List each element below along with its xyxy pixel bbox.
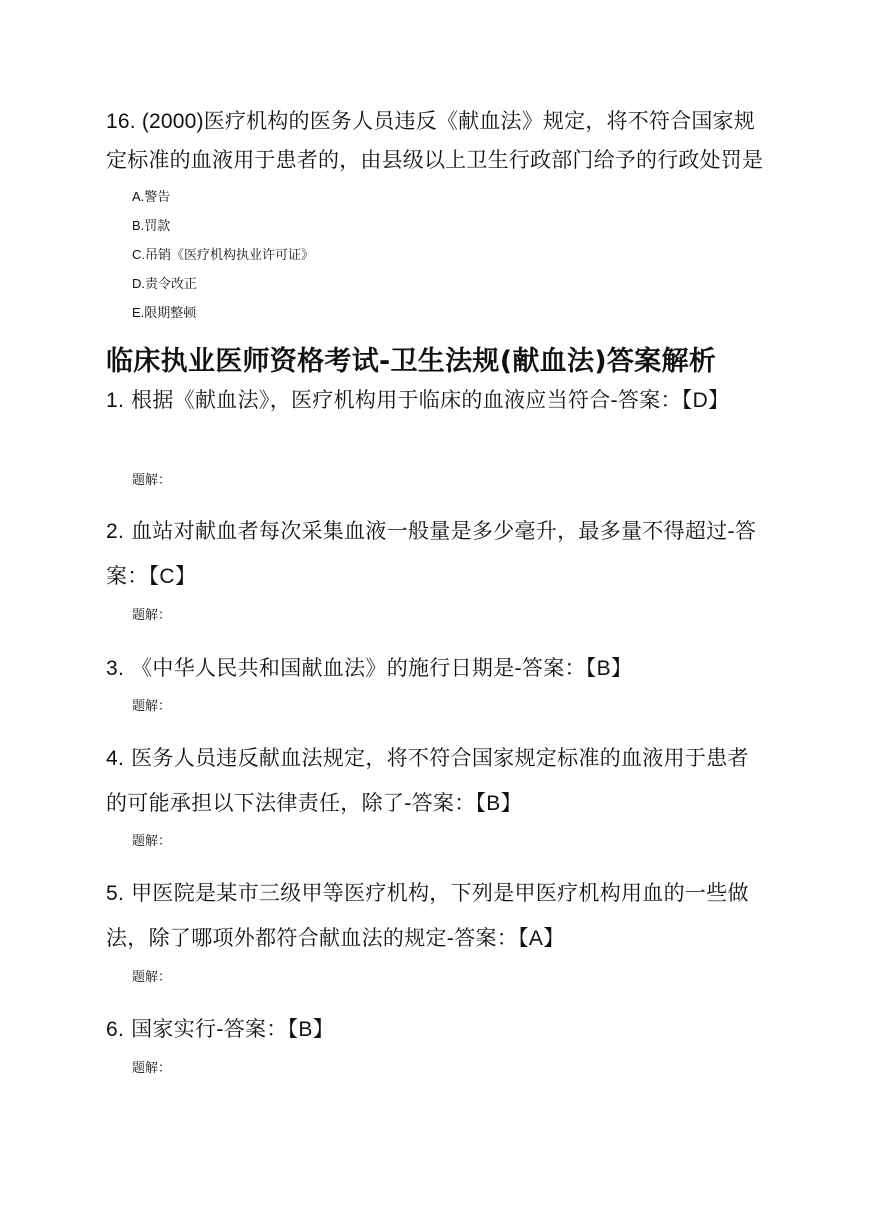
- answer-4-text: 医务人员违反献血法规定，将不符合国家规定标准的血液用于患者的可能承担以下法律责任，除了-答案：: [106, 746, 749, 815]
- option-b-letter: B.: [132, 218, 145, 233]
- option-e: [132, 299, 314, 328]
- answer-5-text: 甲医院是某市三级甲等医疗机构，下列是甲医疗机构用血的一些做法，除了哪项外都符合献血法的规定-答案：: [106, 881, 749, 950]
- option-d-letter: D.: [132, 276, 145, 291]
- option-c-text: 吊销《医疗机构执业许可证》: [145, 248, 315, 263]
- answer-4-explanation: 题解：: [132, 834, 172, 849]
- option-d-text: 责令改正: [145, 277, 198, 292]
- option-d: [132, 270, 314, 299]
- answer-1-number: 1.: [106, 389, 125, 412]
- option-a: [132, 183, 314, 212]
- answer-6-text: 国家实行-答案：: [124, 1017, 288, 1041]
- answer-item-3: [106, 646, 766, 691]
- option-c: [132, 241, 314, 270]
- answer-6-key: 【B】: [287, 1018, 335, 1041]
- option-a-letter: A.: [132, 189, 145, 204]
- answer-item-2: [106, 509, 766, 599]
- option-e-letter: E.: [132, 305, 145, 320]
- question-16-options: [132, 183, 314, 328]
- option-b: [132, 212, 314, 241]
- answer-1-text: 根据《献血法》，医疗机构用于临床的血液应当符合-答案：: [124, 388, 682, 412]
- answer-item-6: [106, 1007, 766, 1052]
- answer-2-key: 【C】: [148, 565, 197, 588]
- answer-2-number: 2.: [106, 520, 125, 543]
- answer-1-key: 【D】: [681, 389, 730, 412]
- option-c-letter: C.: [132, 247, 145, 262]
- answer-2-text: 血站对献血者每次采集血液一般量是多少毫升，最多量不得超过-答案：: [106, 519, 757, 588]
- question-16-number: 16. (2000): [106, 110, 204, 133]
- answer-4-key: 【B】: [475, 792, 522, 815]
- answer-6-explanation: 题解：: [132, 1061, 172, 1076]
- answer-3-explanation: 题解：: [132, 699, 172, 714]
- option-a-text: 警告: [144, 190, 171, 205]
- answer-item-4: [106, 736, 766, 826]
- answer-6-number: 6.: [106, 1018, 125, 1041]
- answer-5-explanation: 题解：: [132, 970, 172, 985]
- option-e-text: 限期整顿: [144, 306, 197, 321]
- answer-item-1: [106, 378, 766, 423]
- answer-3-key: 【B】: [585, 657, 633, 680]
- answer-5-key: 【A】: [518, 927, 565, 950]
- answer-3-text: 《中华人民共和国献血法》的施行日期是-答案：: [124, 656, 586, 680]
- answer-3-number: 3.: [106, 657, 125, 680]
- section-title: 临床执业医师资格考试-卫生法规(献血法)答案解析: [106, 346, 717, 377]
- answer-1-explanation: 题解：: [132, 473, 172, 488]
- answer-item-5: [106, 871, 766, 961]
- question-16: [106, 102, 766, 180]
- option-b-text: 罚款: [144, 219, 171, 234]
- answer-5-number: 5.: [106, 882, 125, 905]
- answer-4-number: 4.: [106, 747, 125, 770]
- question-16-text: 医疗机构的医务人员违反《献血法》规定，将不符合国家规定标准的血液用于患者的，由县级以上卫生行政部门给予的行政处罚是: [106, 109, 764, 172]
- answer-2-explanation: 题解：: [132, 608, 172, 623]
